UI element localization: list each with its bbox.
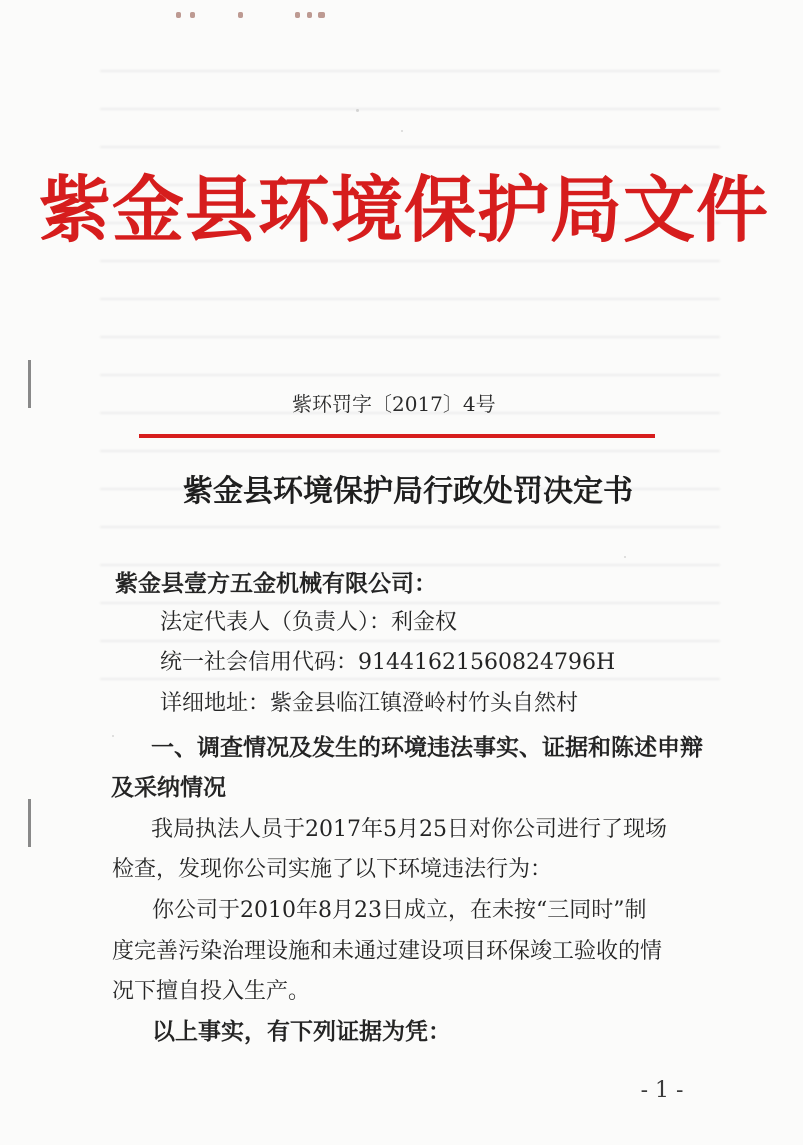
page-number: - 1 - — [640, 1078, 684, 1103]
section-heading-line-2: 及采纳情况 — [111, 774, 226, 801]
paragraph-2-line-3: 况下擅自投入生产。 — [112, 979, 311, 1004]
legal-representative-line: 法定代表人（负责人）：利金权 — [160, 610, 458, 635]
paper-speck — [112, 735, 114, 737]
paragraph-2-line-1: 你公司于2010年8月23日成立，在未按“三同时”制 — [152, 898, 647, 923]
evidence-intro-line: 以上事实，有下列证据为凭： — [152, 1018, 451, 1045]
paper-speck — [401, 130, 403, 132]
recipient-line: 紫金县壹方五金机械有限公司： — [115, 570, 437, 597]
paragraph-2-line-2: 度完善污染治理设施和未通过建设项目环保竣工验收的情 — [112, 939, 663, 964]
paper-speck — [356, 109, 359, 112]
header-title: 紫金县环境保护局文件 — [39, 167, 770, 252]
decision-title: 紫金县环境保护局行政处罚决定书 — [183, 474, 633, 509]
top-smudge-marks — [176, 12, 436, 28]
document-number: 紫环罚字〔2017〕4号 — [292, 392, 496, 416]
credit-code-line: 统一社会信用代码：91441621560824796H — [160, 650, 616, 675]
address-line: 详细地址：紫金县临江镇澄岭村竹头自然村 — [160, 691, 579, 716]
paper-speck — [624, 556, 626, 558]
red-separator-line — [139, 434, 655, 438]
section-heading-line-1: 一、调查情况及发生的环境违法事实、证据和陈述申辩 — [151, 734, 703, 761]
binding-mark-top — [28, 360, 31, 408]
paragraph-1-line-1: 我局执法人员于2017年5月25日对你公司进行了现场 — [151, 817, 667, 842]
binding-mark-bottom — [28, 799, 31, 847]
paragraph-1-line-2: 检查，发现你公司实施了以下环境违法行为： — [112, 857, 553, 882]
